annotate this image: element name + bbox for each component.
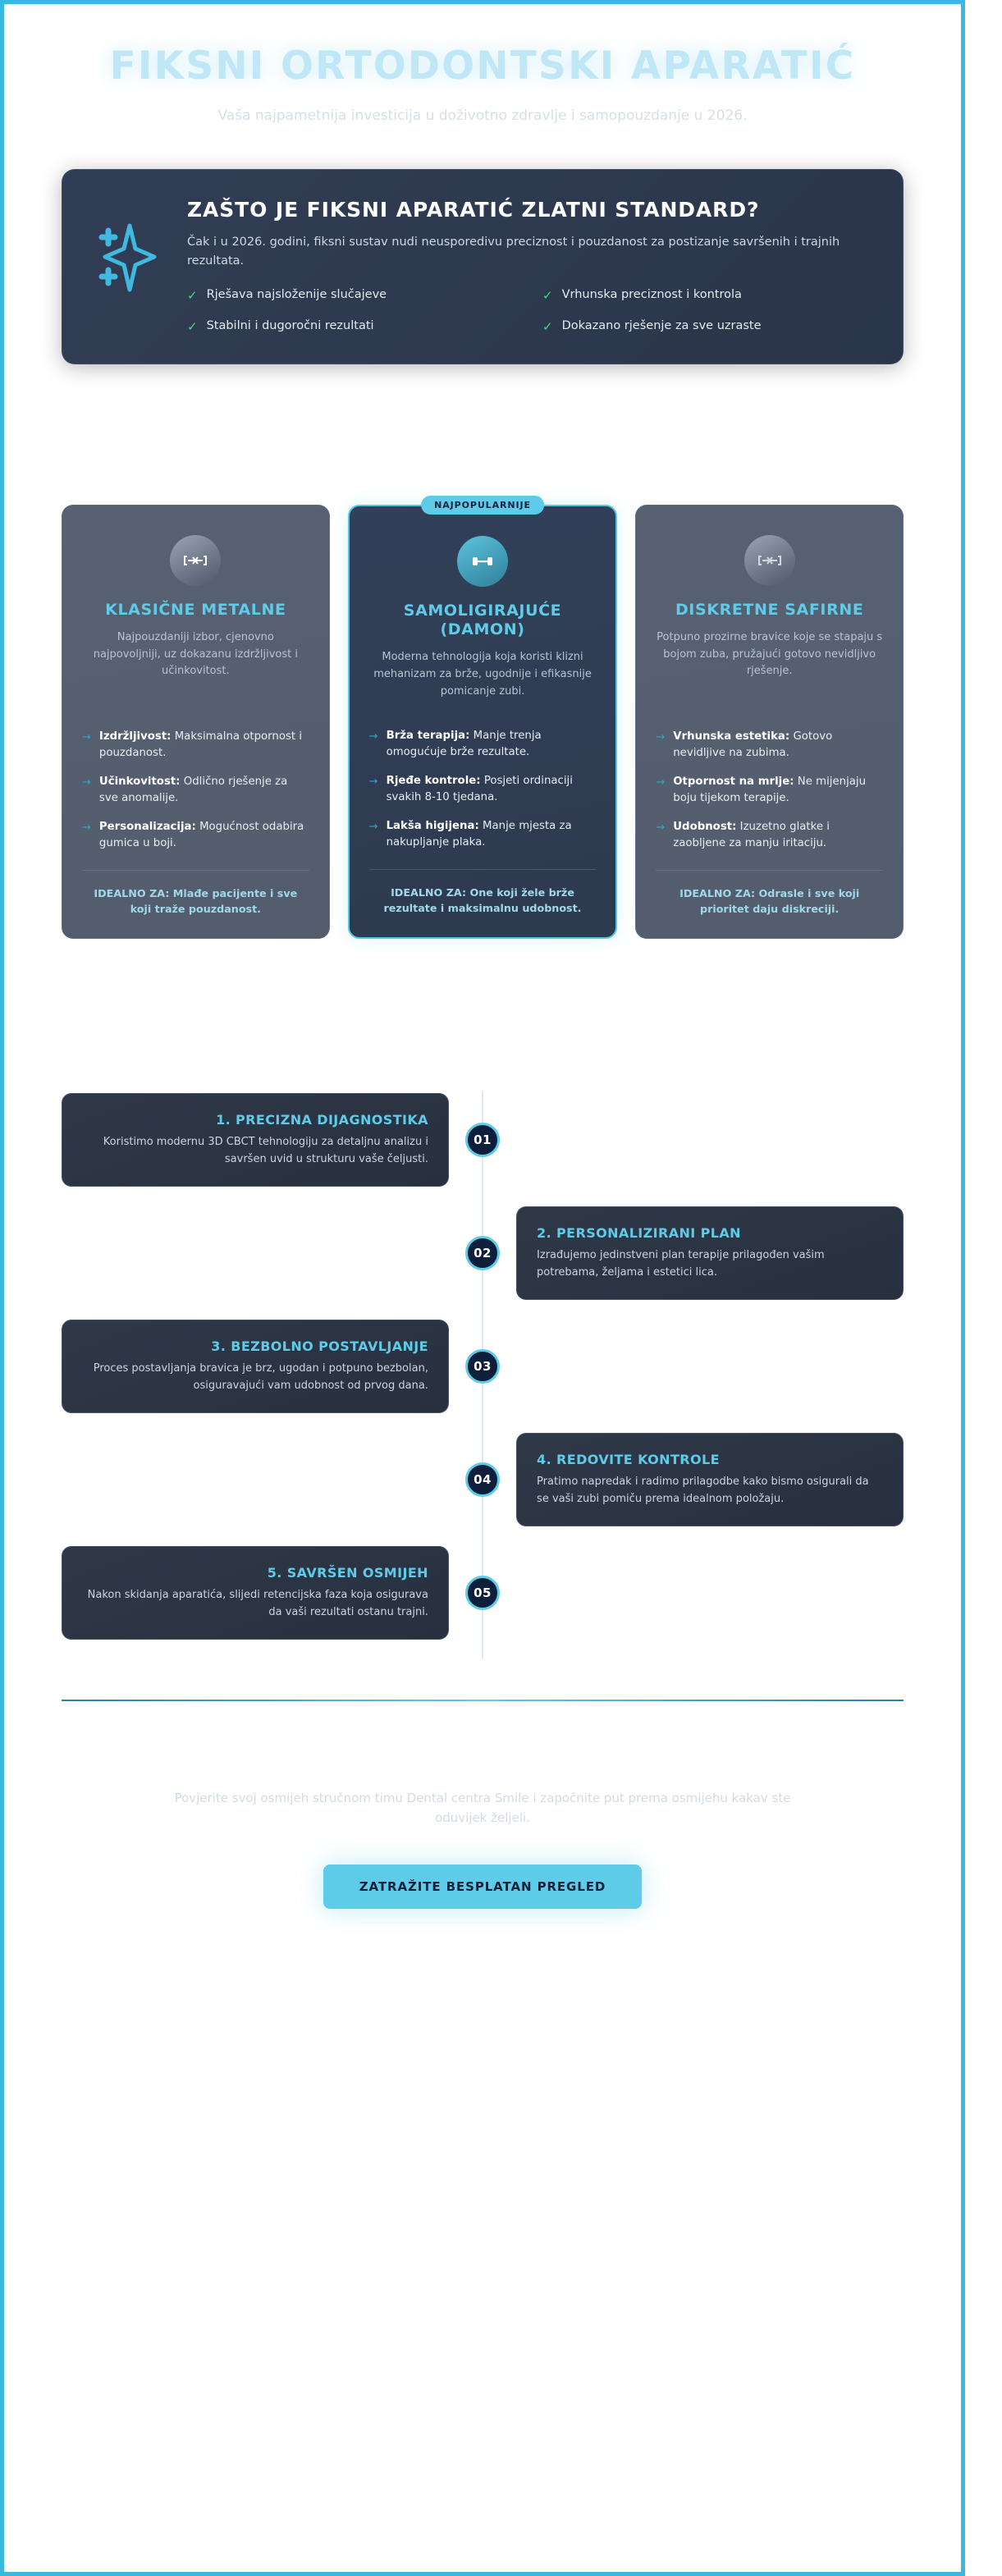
step-number-badge: 04 — [465, 1462, 500, 1497]
feature-label: Rjeđe kontrole: — [386, 774, 481, 787]
step-card — [62, 1093, 449, 1187]
step-title: 3. BEZBOLNO POSTAVLJANJE — [211, 1338, 428, 1354]
card-ideal-for: IDEALNO ZA: One koji žele brže rezultate i maksimalnu udobnost. — [383, 885, 582, 914]
timeline-section-title: VAŠ PUT DO NOVOG OSMIJEHA: TERAPIJA U 5 KORAKA — [148, 984, 817, 1044]
why-lede: Čak i u 2026. godini, fiksni sustav nudi neusporedivu preciznost i pouzdanost za postizanje savršenih i trajnih rezultata. — [187, 235, 840, 268]
why-card — [62, 169, 904, 364]
bracket-card-sapphire[interactable] — [635, 505, 904, 939]
timeline-step-2 — [62, 1201, 904, 1306]
feature-text: Ne mijenjaju boju tijekom terapije. — [673, 775, 867, 804]
why-item-label: Vrhunska preciznost i kontrola — [561, 287, 742, 301]
list-item — [187, 288, 518, 303]
arrow-right-icon: → — [656, 776, 666, 789]
step-text: Koristimo modernu 3D CBCT tehnologiju za detaljnu analizu i savršen uvid u strukturu vaše čeljusti. — [103, 1135, 428, 1165]
feature-label: Personalizacija: — [98, 820, 196, 833]
why-item-label: Stabilni i dugoročni rezultati — [206, 318, 374, 332]
check-icon: ✓ — [542, 318, 553, 334]
step-number-badge: 02 — [465, 1236, 500, 1270]
card-ideal-for: IDEALNO ZA: Mlađe pacijente i sve koji traže pouzdanost. — [94, 886, 298, 915]
list-item — [656, 729, 883, 762]
feature-label: Izdržljivost: — [98, 730, 172, 744]
arrow-right-icon: → — [368, 820, 378, 833]
comparison-section-title: USPOREDBA VRSTA BRAVICA: PRONAĐITE SVOJE IDEALNO RJEŠENJE — [124, 410, 841, 469]
website-url[interactable]: https://www.smile-bjelovar.hr — [368, 1946, 597, 1960]
feature-label: Brža terapija: — [386, 730, 470, 743]
feature-text: Maksimalna otpornost i pouzdanost. — [98, 730, 303, 759]
list-item — [82, 819, 309, 852]
cta-section — [4, 1695, 961, 2017]
step-number-badge: 01 — [465, 1123, 500, 1157]
feature-text: Odlično rješenje za sve anomalije. — [98, 775, 288, 804]
cta-text: Povjerite svoj osmijeh stručnom timu Dental centra Smile i započnite put prema osmijehu kakav ste oduvijek željeli. — [174, 1790, 791, 1826]
card-divider — [82, 870, 309, 871]
step-card — [62, 1546, 449, 1640]
feature-text: Manje mjesta za nakupljanje plaka. — [386, 819, 572, 849]
why-item-label: Rješava najsloženije slučajeve — [206, 287, 387, 301]
list-item — [187, 319, 518, 334]
card-divider — [656, 870, 883, 871]
feature-text: Manje trenja omogućuje brže rezultate. — [386, 730, 542, 758]
feature-text: Mogućnost odabira gumica u boji. — [98, 820, 304, 849]
list-item — [369, 818, 597, 851]
step-number-badge: 05 — [465, 1576, 500, 1610]
request-free-exam-button[interactable]: ZATRAŽITE BESPLATAN PREGLED — [323, 1865, 642, 1909]
arrow-right-icon: → — [368, 730, 378, 744]
step-text: Pratimo napredak i radimo prilagodbe kako bismo osigurali da se vaši zubi pomiču prema idealnom položaju. — [537, 1475, 869, 1505]
cta-title: SPREMNI ZA TRANSFORMACIJU? — [279, 1745, 686, 1770]
braces-icon — [170, 535, 221, 586]
list-item — [542, 319, 873, 334]
card-title: DISKRETNE SAFIRNE — [675, 601, 864, 620]
bracket-card-classic[interactable] — [62, 505, 330, 939]
card-feature-list — [656, 701, 883, 852]
arrow-right-icon: → — [368, 775, 378, 788]
step-number-badge: 03 — [465, 1349, 500, 1384]
why-body — [187, 198, 873, 334]
why-section — [4, 154, 961, 364]
cta-button-row — [62, 1865, 904, 1909]
check-icon: ✓ — [187, 318, 198, 334]
step-text: Nakon skidanja aparatića, slijedi retencijska faza koja osigurava da vaši rezultati ostanu trajni. — [87, 1588, 428, 1618]
arrow-right-icon: → — [82, 731, 91, 744]
step-title: 4. REDOVITE KONTROLE — [537, 1451, 720, 1467]
card-description: Najpouzdaniji izbor, cjenovno najpovoljniji, uz dokazanu izdržljivost i učinkovitost. — [93, 631, 298, 678]
comparison-cards — [4, 495, 961, 939]
card-title: KLASIČNE METALNE — [105, 601, 286, 620]
step-card — [516, 1433, 904, 1526]
card-title: SAMOLIGIRAJUĆE (DAMON) — [403, 602, 562, 639]
feature-label: Učinkovitost: — [98, 775, 181, 788]
step-title: 2. PERSONALIZIRANI PLAN — [537, 1224, 741, 1241]
check-icon: ✓ — [542, 287, 553, 303]
card-divider — [369, 869, 597, 870]
card-description: Potpuno prozirne bravice koje se stapaju s bojom zuba, pružajući gotovo nevidljivo rješenje. — [657, 631, 883, 678]
list-item — [82, 774, 309, 807]
list-item — [369, 728, 597, 761]
check-icon: ✓ — [187, 287, 198, 303]
card-feature-list — [82, 701, 309, 852]
step-card — [516, 1206, 904, 1300]
timeline-step-1 — [62, 1087, 904, 1192]
arrow-right-icon: → — [82, 821, 91, 834]
feature-label: Lakša higijena: — [386, 819, 479, 832]
list-item — [369, 773, 597, 806]
self-ligating-bracket-icon — [457, 536, 508, 587]
card-ideal-for: IDEALNO ZA: Odrasle i sve koji prioritet daju diskreciji. — [679, 886, 860, 915]
sparkle-icon — [92, 198, 162, 301]
treatment-timeline — [4, 1069, 961, 1695]
arrow-right-icon: → — [656, 731, 666, 744]
timeline-step-3 — [62, 1314, 904, 1419]
arrow-right-icon: → — [656, 821, 666, 834]
hero-section — [4, 4, 961, 154]
section-divider — [62, 1700, 904, 1701]
hero-subtitle: Vaša najpametnija investicija u doživotno zdravlje i samopouzdanje u 2026. — [217, 107, 748, 124]
feature-text: Izuzetno glatke i zaobljene za manju iritaciju. — [673, 820, 830, 849]
list-item — [82, 729, 309, 762]
why-title: ZAŠTO JE FIKSNI APARATIĆ ZLATNI STANDARD? — [187, 197, 760, 222]
status-badge: NAJPOPULARNIJE — [421, 496, 544, 515]
list-item — [656, 774, 883, 807]
page-title: FIKSNI ORTODONTSKI APARATIĆ — [109, 43, 856, 89]
why-benefit-list — [187, 288, 873, 334]
card-feature-list — [369, 700, 597, 851]
feature-label: Otpornost na mrlje: — [673, 775, 794, 788]
feature-text: Gotovo nevidljive na zubima. — [673, 730, 833, 759]
card-description: Moderna tehnologija koja koristi klizni mehanizam za brže, ugodnije i efikasnije pomicanje zubi. — [373, 651, 592, 698]
list-item — [656, 819, 883, 852]
step-title: 5. SAVRŠEN OSMIJEH — [267, 1564, 428, 1581]
why-item-label: Dokazano rješenje za sve uzraste — [561, 318, 762, 332]
step-title: 1. PRECIZNA DIJAGNOSTIKA — [216, 1111, 428, 1128]
step-card — [62, 1320, 449, 1413]
step-text: Proces postavljanja bravica je brz, ugodan i potpuno bezbolan, osiguravajući vam udobnost od prvog dana. — [93, 1361, 428, 1392]
timeline-step-4 — [62, 1427, 904, 1532]
list-item — [542, 288, 873, 303]
step-text: Izrađujemo jedinstveni plan terapije prilagođen vašim potrebama, željama i estetici lica. — [537, 1248, 825, 1279]
sapphire-bracket-icon — [744, 535, 795, 586]
arrow-right-icon: → — [82, 776, 91, 789]
timeline-step-5 — [62, 1540, 904, 1645]
bracket-card-self-ligating[interactable] — [348, 500, 618, 939]
feature-label: Vrhunska estetika: — [673, 730, 790, 744]
feature-label: Udobnost: — [673, 820, 737, 833]
feature-text: Posjeti ordinaciji svakih 8-10 tjedana. — [386, 774, 573, 803]
